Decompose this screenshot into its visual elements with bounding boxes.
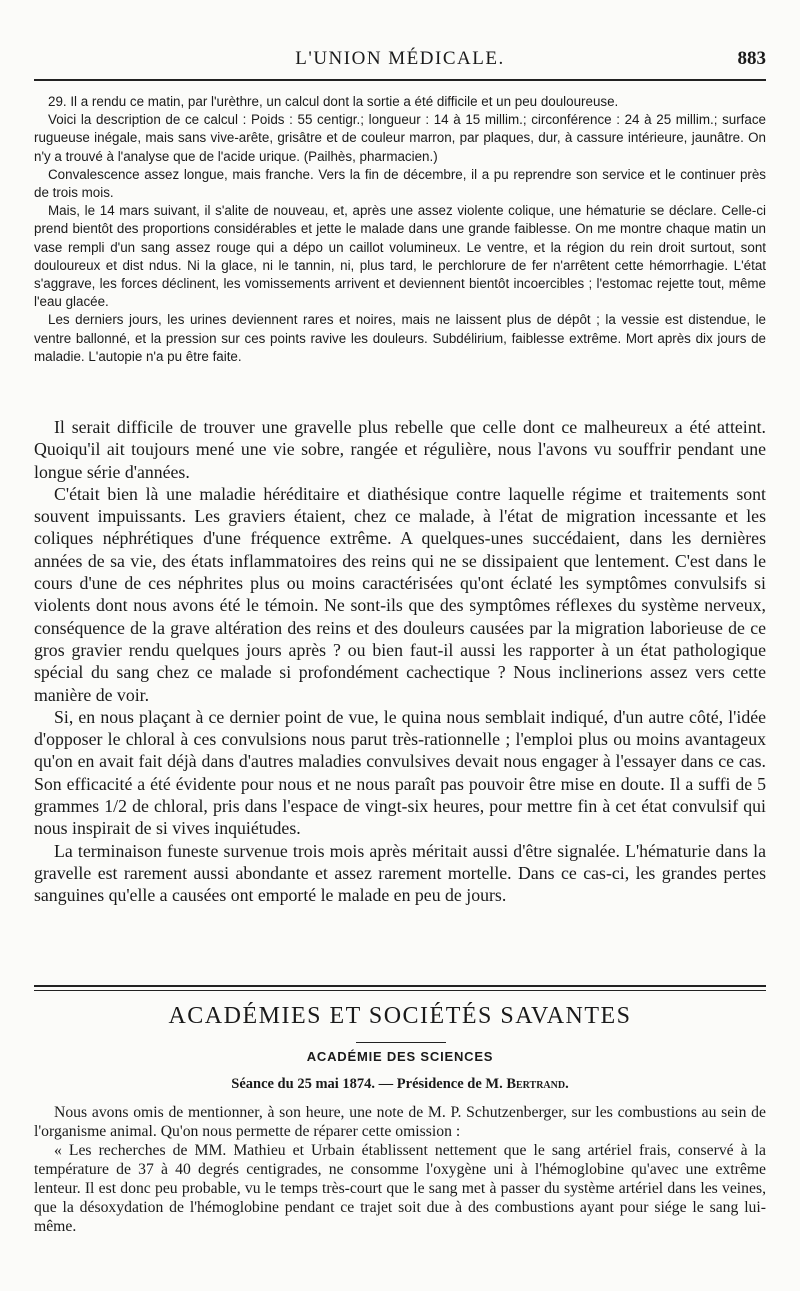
running-title: L'UNION MÉDICALE. <box>295 48 505 69</box>
case-paragraph: Voici la description de ce calcul : Poids : 55 centigr.; longueur : 14 à 15 millim.; circonférence : 24 à 25 millim.; surface rugueuse inégale, mais sans vive-arête, grisâtre et de couleur marron, par plaques, dur, à cassure intérieure, jaunâtre. On n'y a trouvé à l'analyse que de l'acide urique. (Pailhès, pharmacien.) <box>34 112 766 164</box>
case-paragraph: Mais, le 14 mars suivant, il s'alite de nouveau, et, après une assez violente colique, une hématurie se déclare. Celle-ci prend bientôt des proportions considérables et jette le malade dans une grande faiblesse. On me montre chaque matin un vase rempli d'un sang assez rouge qui a dépo un caillot volumineux. Le ventre, et la région du rein droit surtout, sont douloureux et dist ndus. Ni la glace, ni le tannin, ni, plus tard, le perchlorure de fer n'arrêtent cette hémorrhagie. L'état s'aggrave, les forces déclinent, les vomissements arrivent et deviennent bientôt incoercibles ; l'estomac rejette tout, même l'eau glacée. <box>34 203 766 310</box>
case-paragraph: 29. Il a rendu ce matin, par l'urèthre, un calcul dont la sortie a été difficile et un peu douloureuse. <box>48 94 619 109</box>
short-rule <box>356 1042 446 1043</box>
academy-report <box>34 1103 766 1236</box>
case-paragraph: Les derniers jours, les urines deviennent rares et noires, mais ne laissent plus de dépôt ; la vessie est distendue, le ventre ballonné, et la pression sur ces points ravive les douleurs. Subdélirium, faiblesse extrême. Mort après dix jours de maladie. L'autopie n'a pu être faite. <box>34 312 766 364</box>
academy-name: ACADÉMIE DES SCIENCES <box>306 1049 494 1064</box>
section-rule-thin <box>34 990 766 991</box>
section-rule <box>34 985 766 987</box>
session-line <box>0 1076 800 1093</box>
discussion-paragraph: C'était bien là une maladie héréditaire et diathésique contre laquelle régime et traitements sont souvent impuissants. Les graviers étaient, chez ce malade, à l'état de migration incessante et les coliques néphrétiques d'une fréquence extrême. A quelques-unes succédaient, dans les dernières années de sa vie, des états inflammatoires des reins qui ne se dissipaient que lentement. C'est dans le cours d'une de ces néphrites plus ou moins caractérisées qu'ont éclaté les symptômes convulsifs si violents dont nous avons été le témoin. Ne sont-ils que des symptômes réflexes du système nerveux, conséquence de la grave altération des reins et des douleurs causées par la migration laborieuse de ce gros gravier rendu quelques jours après ? ou bien faut-il aussi les rapporter à un état pathologique spécial du sang chez ce malade si profondément cachectique ? Nous inclinerions assez vers cette manière de voir. <box>34 483 766 705</box>
section-title: ACADÉMIES ET SOCIÉTÉS SAVANTES <box>168 1003 632 1029</box>
academy-paragraph: « Les recherches de MM. Mathieu et Urbain établissent nettement que le sang artériel frais, conservé à la température de 37 à 40 degrés centigrades, ne consomme l'oxygène uni à l'hémoglobine qu'avec une extrême lenteur. Il est donc peu probable, vu le temps très-court que le sang met à passer du système artériel dans les veines, que la désoxydation de l'hémoglobine pendant ce trajet soit due à des combustions ayant pour siége le sang lui-même. <box>34 1142 766 1235</box>
discussion <box>34 416 766 907</box>
discussion-paragraph: La terminaison funeste survenue trois mois après méritait aussi d'être signalée. L'hématurie dans la gravelle est rarement aussi abondante et assez rarement mortelle. Dans ce cas-ci, les grandes pertes sanguines qu'elle a causées ont emporté le malade en peu de jours. <box>34 840 766 906</box>
president-name: Bertrand <box>506 1076 566 1092</box>
running-head <box>34 48 766 78</box>
discussion-paragraph: Il serait difficile de trouver une gravelle plus rebelle que celle dont ce malheureux a été atteint. Quoiqu'il ait toujours mené une vie sobre, rangée et régulière, nous l'avons vu souffrir pendant une longue série d'années. <box>34 417 766 482</box>
academy-paragraph: Nous avons omis de mentionner, à son heure, une note de M. P. Schutzenberger, sur les combustions au sein de l'organisme animal. Qu'on nous permette de réparer cette omission : <box>34 1104 766 1140</box>
case-paragraph: Convalescence assez longue, mais franche. Vers la fin de décembre, il a pu reprendre son service et le continuer près de trois mois. <box>34 166 766 201</box>
page-number: 883 <box>737 48 766 69</box>
header-rule <box>34 79 766 81</box>
discussion-paragraph: Si, en nous plaçant à ce dernier point de vue, le quina nous semblait indiqué, d'un autre côté, l'idée d'opposer le chloral à ces convulsions nous parut très-rationnelle ; l'emploi plus ou moins avantageux qu'on en avait fait déjà dans d'autres maladies convulsives devait nous engager à l'essayer dans ce cas. Son efficacité a été évidente pour nous et ne nous paraît pas pouvoir être mise en doute. Il a suffi de 5 grammes 1/2 de chloral, pris dans l'espace de vingt-six heures, pour mettre fin à cet état convulsif qui nous inspirait de si vives inquiétudes. <box>34 706 766 839</box>
session-suffix: . <box>565 1076 569 1092</box>
session-date: Séance du 25 mai 1874. — Présidence de M. <box>231 1076 507 1092</box>
case-report <box>34 93 766 366</box>
